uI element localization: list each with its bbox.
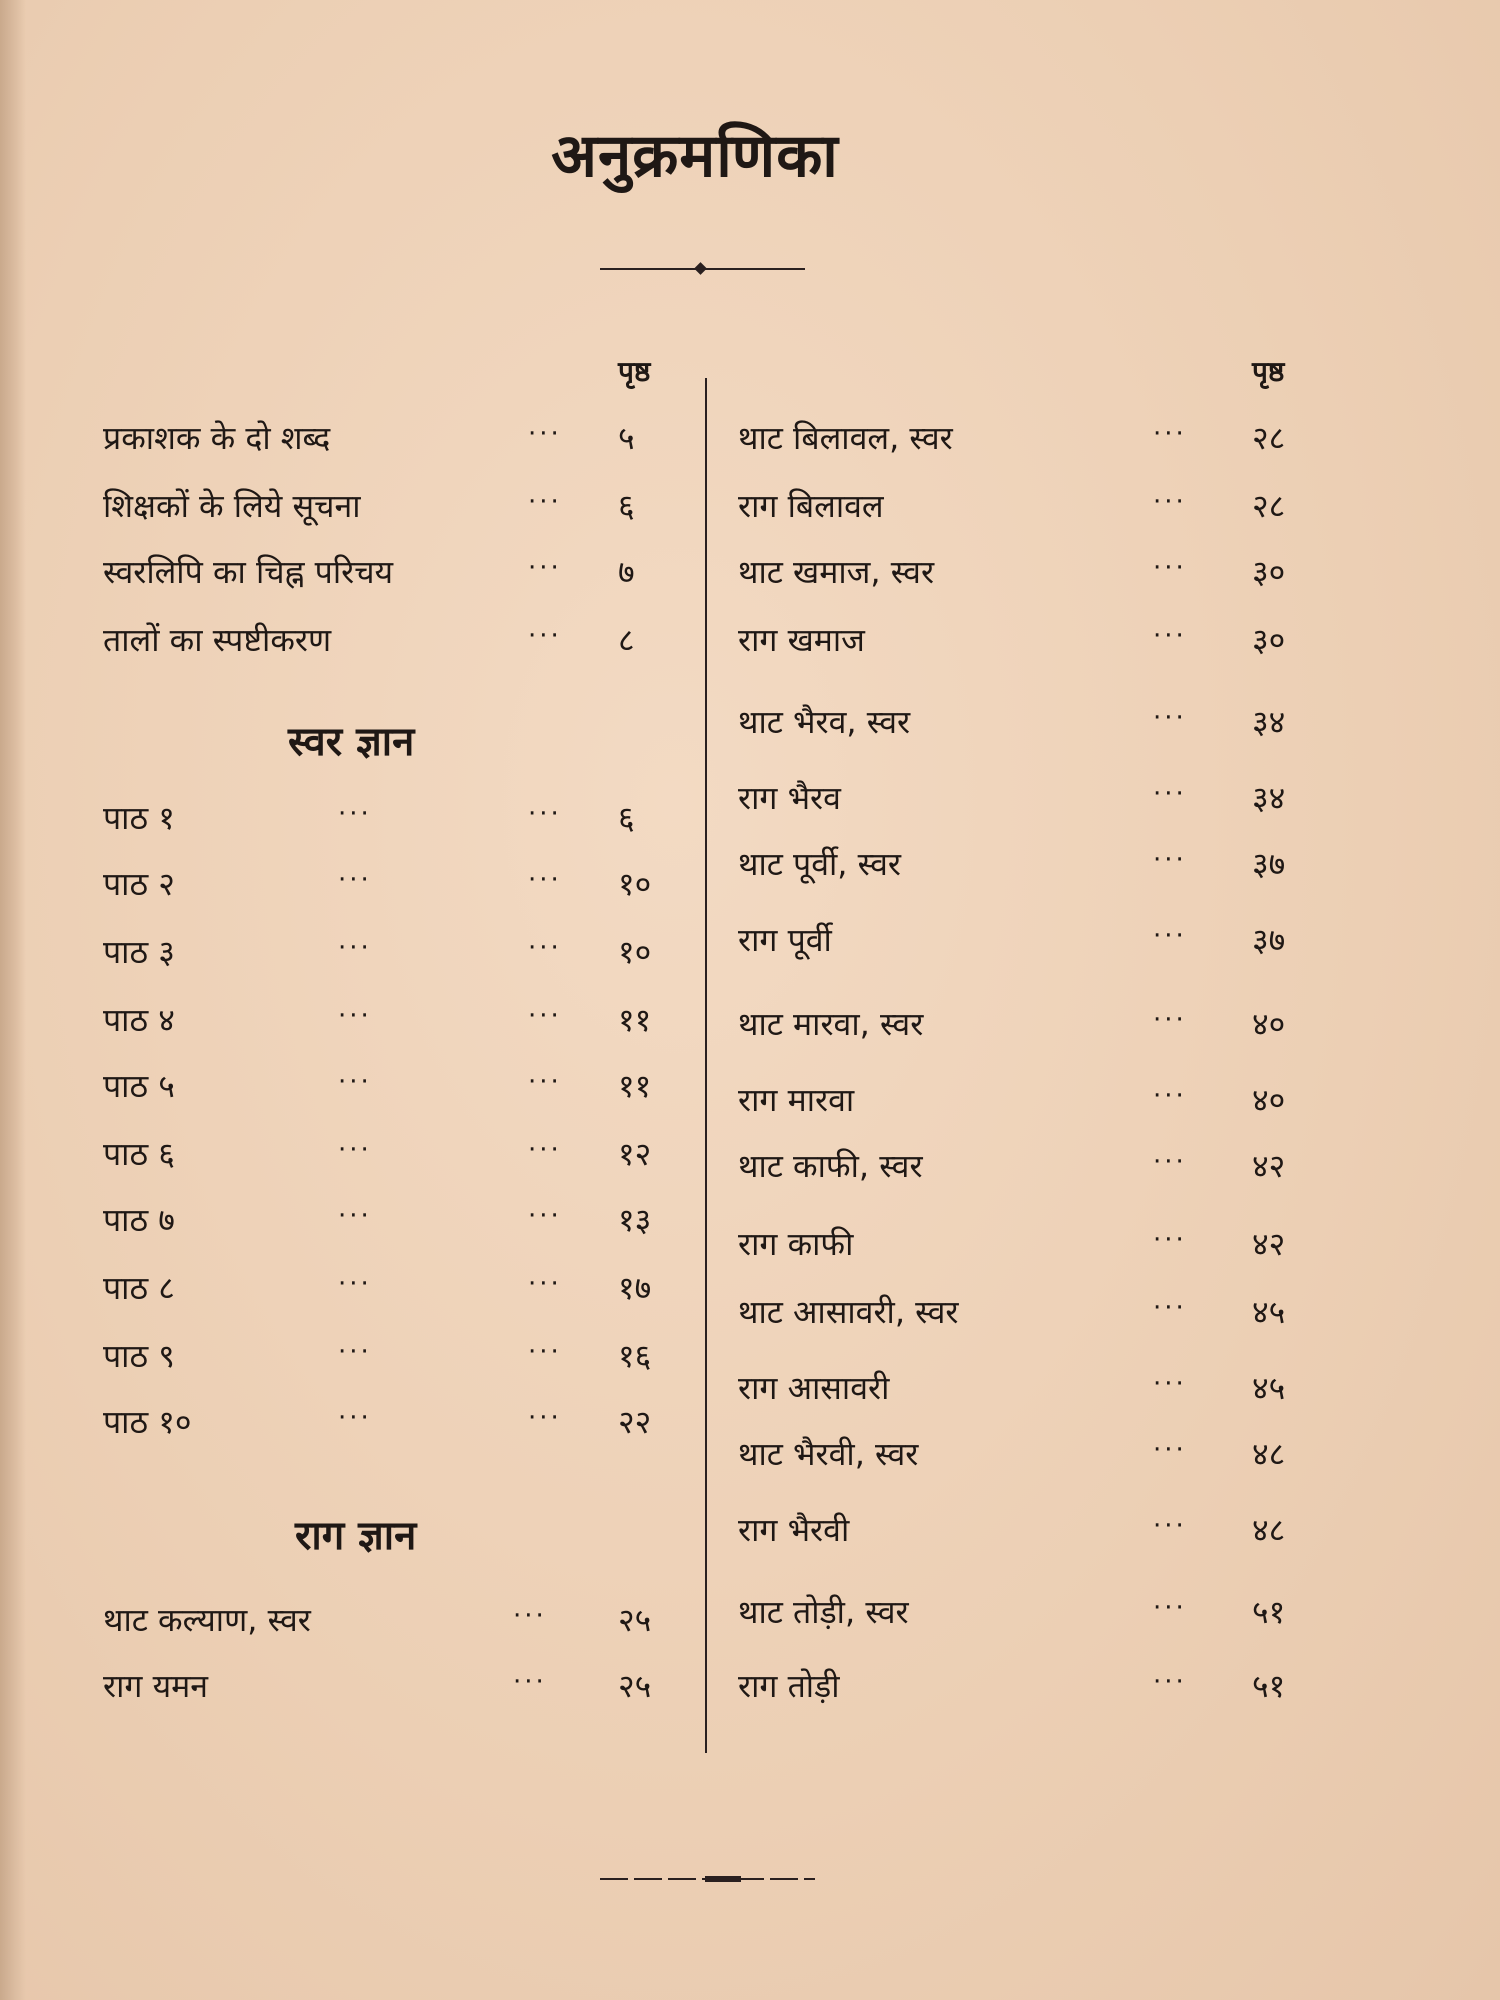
- toc-entry: [103, 618, 683, 662]
- toc-leader-dots: ···: [338, 865, 372, 895]
- toc-entry-page-number: ८: [618, 621, 635, 659]
- toc-entry-label: थाट आसावरी, स्वर: [738, 1293, 959, 1331]
- toc-entry-label: राग बिलावल: [738, 487, 884, 525]
- toc-entry-label: प्रकाशक के दो शब्द: [103, 419, 331, 457]
- toc-leader-dots: ···: [528, 487, 562, 517]
- toc-entry: [103, 1400, 683, 1444]
- toc-leader-dots: ···: [1153, 419, 1187, 449]
- toc-entry: [738, 1366, 1338, 1410]
- toc-entry-label: थाट खमाज, स्वर: [738, 553, 935, 591]
- toc-entry-label: राग पूर्वी: [738, 921, 832, 959]
- toc-leader-dots: ···: [528, 1001, 562, 1031]
- toc-leader-dots: ···: [1153, 1435, 1187, 1465]
- toc-leader-dots: ···: [528, 419, 562, 449]
- toc-entry-page-number: ४०: [1252, 1081, 1286, 1119]
- toc-entry-page-number: ४०: [1252, 1005, 1286, 1043]
- toc-leader-dots: ···: [513, 1601, 547, 1631]
- toc-entry: [738, 918, 1338, 962]
- page-title: अनुक्रमणिका: [551, 121, 839, 191]
- toc-entry: [738, 842, 1338, 886]
- toc-entry: [103, 930, 683, 974]
- toc-leader-dots: ···: [1153, 921, 1187, 951]
- bottom-ornament: [600, 1876, 815, 1882]
- toc-leader-dots: ···: [338, 1269, 372, 1299]
- toc-entry-page-number: ४२: [1252, 1147, 1286, 1185]
- toc-entry-page-number: ५१: [1252, 1593, 1286, 1631]
- toc-leader-dots: ···: [528, 553, 562, 583]
- toc-entry-label: पाठ ९: [103, 1337, 175, 1375]
- toc-entry: [103, 1334, 683, 1378]
- toc-entry-label: पाठ ८: [103, 1269, 175, 1307]
- toc-leader-dots: ···: [338, 1135, 372, 1165]
- toc-entry-page-number: ३७: [1252, 845, 1286, 883]
- toc-entry-page-number: १७: [618, 1269, 652, 1307]
- toc-entry: [103, 998, 683, 1042]
- toc-leader-dots: ···: [528, 1067, 562, 1097]
- toc-leader-dots: ···: [528, 1201, 562, 1231]
- toc-entry-page-number: १२: [618, 1135, 652, 1173]
- toc-leader-dots: ···: [528, 621, 562, 651]
- toc-leader-dots: ···: [1153, 845, 1187, 875]
- ornament-center-bar: [705, 1876, 741, 1882]
- toc-entry-page-number: १०: [618, 865, 652, 903]
- toc-entry-page-number: ६: [618, 799, 635, 837]
- toc-entry-label: राग काफी: [738, 1225, 854, 1263]
- toc-entry-page-number: ३७: [1252, 921, 1286, 959]
- toc-leader-dots: ···: [338, 1001, 372, 1031]
- toc-entry-label: थाट भैरव, स्वर: [738, 703, 911, 741]
- toc-entry: [738, 1144, 1338, 1188]
- toc-entry-label: थाट काफी, स्वर: [738, 1147, 923, 1185]
- toc-entry: [103, 484, 683, 528]
- toc-entry: [738, 550, 1338, 594]
- toc-entry-page-number: ४८: [1252, 1511, 1286, 1549]
- toc-entry-label: थाट भैरवी, स्वर: [738, 1435, 919, 1473]
- toc-entry-label: थाट बिलावल, स्वर: [738, 419, 953, 457]
- section-heading: राग ज्ञान: [295, 1513, 417, 1559]
- toc-leader-dots: ···: [528, 933, 562, 963]
- toc-leader-dots: ···: [1153, 703, 1187, 733]
- toc-entry: [738, 776, 1338, 820]
- toc-leader-dots: ···: [1153, 1081, 1187, 1111]
- toc-entry-page-number: ६: [618, 487, 635, 525]
- toc-leader-dots: ···: [338, 933, 372, 963]
- toc-entry-label: थाट मारवा, स्वर: [738, 1005, 924, 1043]
- toc-leader-dots: ···: [338, 1201, 372, 1231]
- toc-entry-label: थाट कल्याण, स्वर: [103, 1601, 311, 1639]
- toc-entry-page-number: १३: [618, 1201, 652, 1239]
- toc-entry-page-number: ७: [618, 553, 635, 591]
- toc-entry: [738, 484, 1338, 528]
- toc-leader-dots: ···: [528, 799, 562, 829]
- toc-entry-label: पाठ ६: [103, 1135, 175, 1173]
- toc-entry-page-number: ५: [618, 419, 635, 457]
- toc-leader-dots: ···: [1153, 1667, 1187, 1697]
- toc-entry-page-number: २८: [1252, 487, 1286, 525]
- toc-entry: [738, 1078, 1338, 1122]
- toc-entry: [738, 1290, 1338, 1334]
- toc-entry-label: पाठ १: [103, 799, 175, 837]
- toc-entry: [103, 1064, 683, 1108]
- toc-entry: [103, 1664, 683, 1708]
- toc-entry-page-number: ३०: [1252, 553, 1286, 591]
- toc-entry: [103, 1266, 683, 1310]
- toc-leader-dots: ···: [338, 1403, 372, 1433]
- toc-leader-dots: ···: [1153, 1593, 1187, 1623]
- toc-leader-dots: ···: [528, 865, 562, 895]
- toc-entry-label: राग भैरवी: [738, 1511, 850, 1549]
- toc-leader-dots: ···: [528, 1337, 562, 1367]
- toc-entry: [738, 416, 1338, 460]
- toc-entry: [103, 796, 683, 840]
- toc-entry: [738, 1508, 1338, 1552]
- toc-leader-dots: ···: [1153, 1147, 1187, 1177]
- toc-entry-label: पाठ ३: [103, 933, 175, 971]
- toc-entry-page-number: ५१: [1252, 1667, 1286, 1705]
- toc-leader-dots: ···: [1153, 487, 1187, 517]
- toc-entry: [738, 1590, 1338, 1634]
- toc-leader-dots: ···: [338, 1337, 372, 1367]
- toc-entry: [103, 550, 683, 594]
- toc-leader-dots: ···: [1153, 1225, 1187, 1255]
- toc-entry-page-number: २५: [618, 1601, 652, 1639]
- toc-entry-page-number: ४५: [1252, 1369, 1286, 1407]
- toc-entry-label: राग मारवा: [738, 1081, 855, 1119]
- toc-entry-label: राग तोड़ी: [738, 1667, 840, 1705]
- toc-entry-label: राग खमाज: [738, 621, 865, 659]
- toc-entry-label: थाट तोड़ी, स्वर: [738, 1593, 909, 1631]
- right-page-header: पृष्ठ: [1252, 355, 1285, 388]
- toc-entry-page-number: ३४: [1252, 703, 1286, 741]
- toc-leader-dots: ···: [1153, 1293, 1187, 1323]
- title-ornament: [600, 266, 805, 272]
- toc-entry: [738, 1002, 1338, 1046]
- toc-leader-dots: ···: [1153, 553, 1187, 583]
- toc-entry-label: पाठ ५: [103, 1067, 175, 1105]
- column-divider: [705, 378, 707, 1753]
- toc-leader-dots: ···: [528, 1269, 562, 1299]
- toc-leader-dots: ···: [528, 1135, 562, 1165]
- toc-leader-dots: ···: [338, 1067, 372, 1097]
- toc-entry-page-number: ११: [618, 1001, 652, 1039]
- toc-entry: [738, 1664, 1338, 1708]
- section-heading: स्वर ज्ञान: [288, 719, 415, 765]
- toc-entry-label: थाट पूर्वी, स्वर: [738, 845, 901, 883]
- toc-entry-label: पाठ ७: [103, 1201, 175, 1239]
- toc-entry-page-number: ४८: [1252, 1435, 1286, 1473]
- toc-entry: [103, 416, 683, 460]
- toc-entry: [103, 1132, 683, 1176]
- toc-entry-page-number: ३४: [1252, 779, 1286, 817]
- toc-leader-dots: ···: [513, 1667, 547, 1697]
- toc-entry: [103, 1198, 683, 1242]
- toc-entry: [738, 700, 1338, 744]
- toc-leader-dots: ···: [1153, 1005, 1187, 1035]
- toc-entry-label: स्वरलिपि का चिह्न परिचय: [103, 553, 394, 591]
- toc-entry-label: राग आसावरी: [738, 1369, 890, 1407]
- ornament-diamond: [694, 262, 707, 275]
- toc-entry-page-number: ४२: [1252, 1225, 1286, 1263]
- toc-entry: [738, 1222, 1338, 1266]
- toc-leader-dots: ···: [1153, 621, 1187, 651]
- toc-entry: [103, 1598, 683, 1642]
- toc-entry-page-number: ३०: [1252, 621, 1286, 659]
- toc-entry-page-number: २८: [1252, 419, 1286, 457]
- toc-leader-dots: ···: [1153, 779, 1187, 809]
- toc-entry-page-number: २५: [618, 1667, 652, 1705]
- page-edge: [0, 0, 26, 2000]
- toc-leader-dots: ···: [1153, 1369, 1187, 1399]
- toc-entry-label: राग यमन: [103, 1667, 209, 1705]
- toc-entry: [738, 618, 1338, 662]
- toc-entry: [738, 1432, 1338, 1476]
- toc-entry-page-number: १०: [618, 933, 652, 971]
- toc-entry-label: पाठ २: [103, 865, 175, 903]
- toc-entry-label: शिक्षकों के लिये सूचना: [103, 487, 361, 525]
- toc-entry: [103, 862, 683, 906]
- toc-entry-label: पाठ ४: [103, 1001, 175, 1039]
- toc-entry-label: तालों का स्पष्टीकरण: [103, 621, 332, 659]
- toc-entry-page-number: १६: [618, 1337, 652, 1375]
- toc-entry-page-number: २२: [618, 1403, 652, 1441]
- toc-leader-dots: ···: [338, 799, 372, 829]
- left-page-header: पृष्ठ: [618, 355, 651, 388]
- toc-leader-dots: ···: [528, 1403, 562, 1433]
- toc-entry-label: पाठ १०: [103, 1403, 192, 1441]
- toc-entry-page-number: ११: [618, 1067, 652, 1105]
- toc-entry-page-number: ४५: [1252, 1293, 1286, 1331]
- toc-leader-dots: ···: [1153, 1511, 1187, 1541]
- toc-entry-label: राग भैरव: [738, 779, 841, 817]
